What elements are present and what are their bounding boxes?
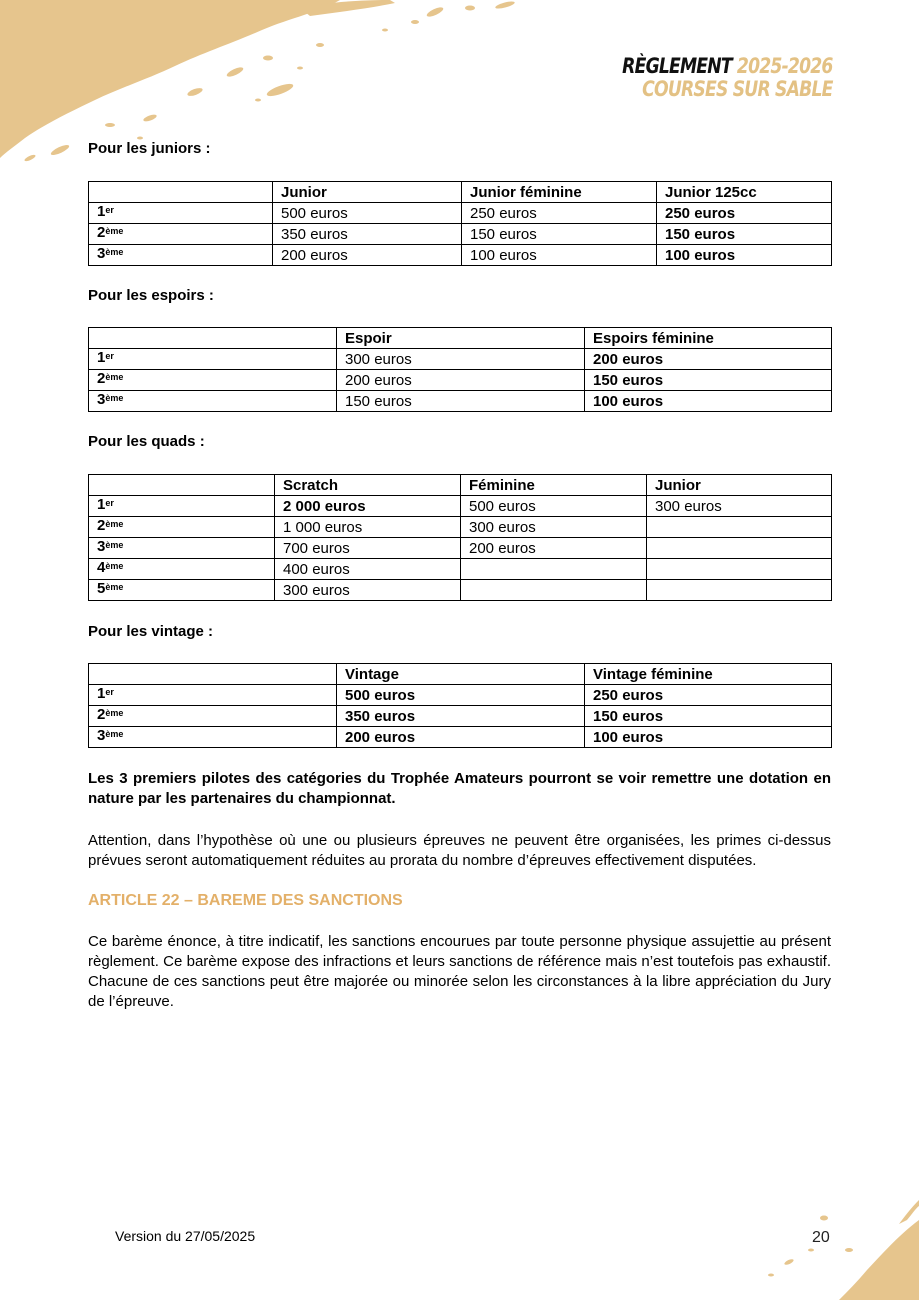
table-header-cell — [89, 328, 337, 349]
table-header-row — [89, 182, 832, 203]
table-cell: 200 euros — [337, 370, 585, 391]
table-cell: 500 euros — [273, 203, 462, 224]
table-header-row — [89, 328, 832, 349]
table-header-cell: Vintage féminine — [585, 664, 832, 685]
table-row — [89, 203, 832, 224]
table-row — [89, 559, 832, 580]
table-cell: 150 euros — [585, 370, 832, 391]
table-cell: 250 euros — [657, 203, 832, 224]
table-cell: 100 euros — [657, 245, 832, 266]
table-cell: 500 euros — [461, 496, 647, 517]
table-header-cell: Féminine — [461, 475, 647, 496]
page-number: 20 — [812, 1229, 830, 1246]
table-row — [89, 538, 832, 559]
table-row — [89, 224, 832, 245]
juniors-label: Pour les juniors : — [88, 140, 211, 157]
header-subtitle: COURSES SUR SABLE — [642, 77, 833, 101]
rank-cell: 3ème — [89, 727, 337, 748]
table-cell: 100 euros — [585, 391, 832, 412]
table-header-cell: Vintage — [337, 664, 585, 685]
table-header-row — [89, 475, 832, 496]
table-cell: 200 euros — [273, 245, 462, 266]
table-row — [89, 706, 832, 727]
espoirs-label: Pour les espoirs : — [88, 287, 214, 304]
espoirs-prize-table — [88, 327, 832, 412]
table-cell: 250 euros — [585, 685, 832, 706]
table-cell — [461, 559, 647, 580]
rank-cell: 1er — [89, 685, 337, 706]
rank-cell: 2ème — [89, 224, 273, 245]
sand-brush-decoration-bottom — [749, 1190, 919, 1300]
rank-cell: 1er — [89, 496, 275, 517]
rank-cell: 1er — [89, 349, 337, 370]
table-cell: 350 euros — [337, 706, 585, 727]
table-header-cell: Scratch — [275, 475, 461, 496]
rank-cell: 1er — [89, 203, 273, 224]
table-header-cell: Junior féminine — [462, 182, 657, 203]
table-row — [89, 496, 832, 517]
table-cell — [647, 517, 832, 538]
article-title: ARTICLE 22 – BAREME DES SANCTIONS — [88, 892, 403, 909]
table-cell: 150 euros — [585, 706, 832, 727]
table-cell — [647, 559, 832, 580]
vintage-prize-table — [88, 663, 832, 748]
document-header-title — [623, 55, 833, 101]
rank-cell: 2ème — [89, 706, 337, 727]
table-cell: 300 euros — [275, 580, 461, 601]
table-cell: 200 euros — [585, 349, 832, 370]
table-cell: 200 euros — [337, 727, 585, 748]
table-row — [89, 349, 832, 370]
table-cell: 100 euros — [462, 245, 657, 266]
quads-label: Pour les quads : — [88, 433, 205, 450]
table-cell: 300 euros — [647, 496, 832, 517]
table-cell: 2 000 euros — [275, 496, 461, 517]
rank-cell: 3ème — [89, 245, 273, 266]
table-cell: 150 euros — [657, 224, 832, 245]
article-body: Ce barème énonce, à titre indicatif, les sanctions encourues par toute personne physique assujettie au présent règlement. Ce barème expose des infractions et leurs sanctions de référence mais n’est toutefois pas exhaustif. Chacune de ces sanctions peut être majorée ou minorée selon les circonstances à la libre appréciation du Jury de l’épreuve. — [88, 933, 831, 1010]
rank-cell: 5ème — [89, 580, 275, 601]
footer-version: Version du 27/05/2025 — [115, 1228, 256, 1244]
attention-note: Attention, dans l’hypothèse où une ou plusieurs épreuves ne peuvent être organisées, les primes ci-dessus prévues seront automatiquement réduites au prorata du nombre d’épreuves effectivement disputées. — [88, 832, 831, 869]
sand-brush-decoration — [0, 0, 540, 175]
header-title-part2: 2025-2026 — [737, 54, 833, 78]
table-header-cell — [89, 475, 275, 496]
table-row — [89, 727, 832, 748]
rank-cell: 3ème — [89, 391, 337, 412]
table-cell: 350 euros — [273, 224, 462, 245]
table-cell: 250 euros — [462, 203, 657, 224]
table-cell — [647, 538, 832, 559]
table-header-row — [89, 664, 832, 685]
table-cell: 200 euros — [461, 538, 647, 559]
table-header-cell: Junior — [273, 182, 462, 203]
rank-cell: 4ème — [89, 559, 275, 580]
table-row — [89, 391, 832, 412]
table-cell — [461, 580, 647, 601]
table-cell: 100 euros — [585, 727, 832, 748]
table-header-cell — [89, 182, 273, 203]
table-header-cell: Junior — [647, 475, 832, 496]
table-cell: 300 euros — [461, 517, 647, 538]
rank-cell: 3ème — [89, 538, 275, 559]
table-cell: 1 000 euros — [275, 517, 461, 538]
table-row — [89, 580, 832, 601]
table-cell: 150 euros — [462, 224, 657, 245]
table-cell: 150 euros — [337, 391, 585, 412]
table-header-cell: Junior 125cc — [657, 182, 832, 203]
header-title-part1: RÈGLEMENT — [622, 54, 733, 78]
table-header-cell: Espoir — [337, 328, 585, 349]
table-row — [89, 245, 832, 266]
table-row — [89, 517, 832, 538]
table-row — [89, 685, 832, 706]
table-cell: 500 euros — [337, 685, 585, 706]
table-cell: 400 euros — [275, 559, 461, 580]
table-header-cell — [89, 664, 337, 685]
rank-cell: 2ème — [89, 370, 337, 391]
table-cell: 700 euros — [275, 538, 461, 559]
amateurs-note: Les 3 premiers pilotes des catégories du Trophée Amateurs pourront se voir remettre une dotation en nature par les partenaires du championnat. — [88, 770, 831, 807]
table-cell: 300 euros — [337, 349, 585, 370]
juniors-prize-table — [88, 181, 832, 266]
quads-prize-table — [88, 474, 832, 601]
table-row — [89, 370, 832, 391]
table-header-cell: Espoirs féminine — [585, 328, 832, 349]
table-cell — [647, 580, 832, 601]
rank-cell: 2ème — [89, 517, 275, 538]
vintage-label: Pour les vintage : — [88, 623, 214, 640]
